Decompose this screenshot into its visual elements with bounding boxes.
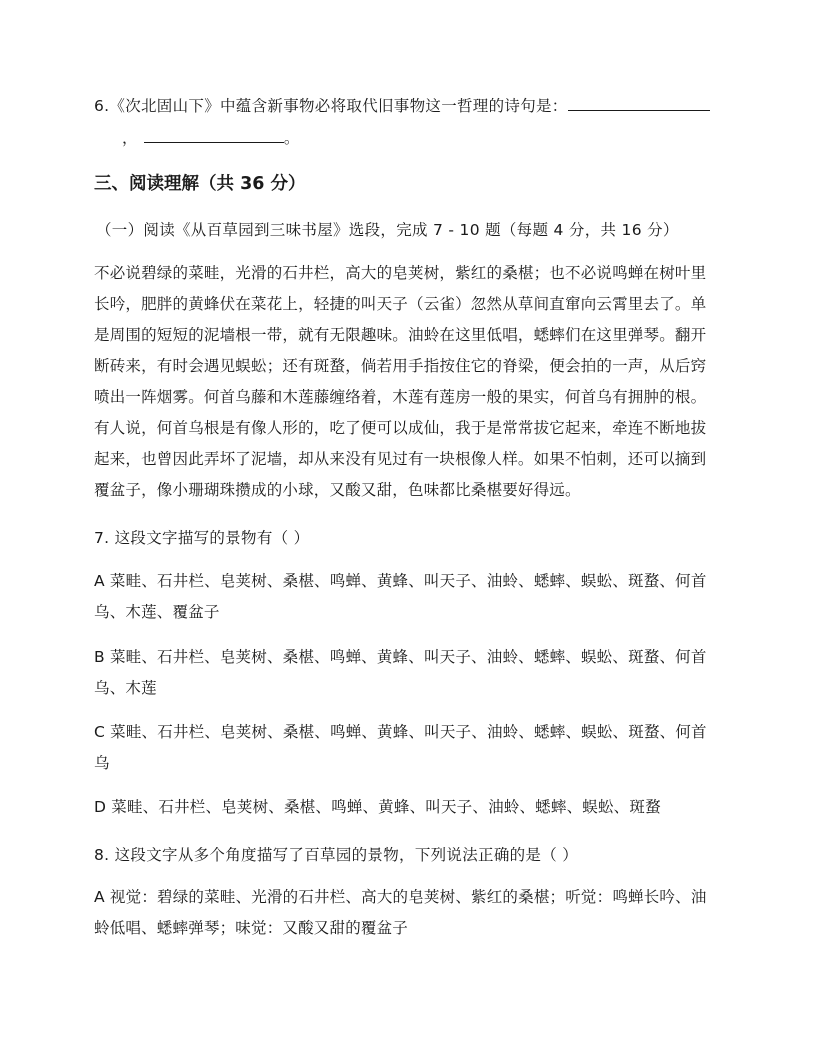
- option-a-line: 蛉低唱、蟋蟀弹琴；味觉：又酸又甜的覆盆子: [94, 919, 409, 937]
- question-7-option-d[interactable]: [94, 792, 722, 823]
- question-6: [94, 96, 710, 116]
- answer-blank-2[interactable]: [144, 128, 284, 143]
- question-6-text: 6.《次北固山下》中蕴含新事物必将取代旧事物这一哲理的诗句是：: [94, 97, 568, 115]
- passage-line: 不必说碧绿的菜畦，光滑的石井栏，高大的皂荚树，紫红的桑椹；也不必说鸣蝉在树叶里: [94, 264, 707, 282]
- option-d-line: D 菜畦、石井栏、皂荚树、桑椹、鸣蝉、黄蜂、叫天子、油蛉、蟋蟀、蜈蚣、斑蝥: [94, 798, 661, 816]
- question-8-option-a[interactable]: [94, 882, 722, 944]
- part-1-intro: （一）阅读《从百草园到三味书屋》选段，完成 7 - 10 题（每题 4 分，共 16 分）: [96, 221, 679, 239]
- passage-line: 断砖来，有时会遇见蜈蚣；还有斑蝥，倘若用手指按住它的脊梁，便会拍的一声，从后窍: [94, 357, 707, 375]
- section-3-heading: 三、阅读理解（共 36 分）: [94, 174, 306, 194]
- question-7-option-a[interactable]: [94, 566, 722, 628]
- question-6-comma: ，: [122, 129, 138, 147]
- option-a-line: A 视觉：碧绿的菜畦、光滑的石井栏、高大的皂荚树、紫红的桑椹；听觉：鸣蝉长吟、油: [94, 888, 707, 906]
- passage-line: 起来，也曾因此弄坏了泥墙，却从来没有见过有一块根像人样。如果不怕刺，还可以摘到: [94, 450, 707, 468]
- question-6-end: 。: [283, 129, 300, 147]
- question-6-continuation: [122, 128, 300, 148]
- question-8-stem: 8. 这段文字从多个角度描写了百草园的景物，下列说法正确的是（ ）: [94, 846, 579, 864]
- answer-blank-1[interactable]: [568, 96, 710, 111]
- question-7-option-c[interactable]: [94, 717, 722, 779]
- option-c-line: 乌: [94, 754, 110, 772]
- passage-line: 有人说，何首乌根是有像人形的，吃了便可以成仙，我于是常常拔它起来，牵连不断地拔: [94, 419, 707, 437]
- passage-line: 覆盆子，像小珊瑚珠攒成的小球，又酸又甜，色味都比桑椹要好得远。: [94, 481, 581, 499]
- option-b-line: 乌、木莲: [94, 679, 157, 697]
- question-7-option-b[interactable]: [94, 642, 722, 704]
- question-7-stem: 7. 这段文字描写的景物有（ ）: [94, 529, 310, 547]
- option-a-line: A 菜畦、石井栏、皂荚树、桑椹、鸣蝉、黄蜂、叫天子、油蛉、蟋蟀、蜈蚣、斑蝥、何首: [94, 572, 707, 590]
- reading-passage: [94, 258, 722, 506]
- option-b-line: B 菜畦、石井栏、皂荚树、桑椹、鸣蝉、黄蜂、叫天子、油蛉、蟋蟀、蜈蚣、斑蝥、何首: [94, 648, 707, 666]
- passage-line: 长吟，肥胖的黄蜂伏在菜花上，轻捷的叫天子（云雀）忽然从草间直窜向云霄里去了。单: [94, 295, 707, 313]
- passage-line: 喷出一阵烟雾。何首乌藤和木莲藤缠络着，木莲有莲房一般的果实，何首乌有拥肿的根。: [94, 388, 707, 406]
- option-c-line: C 菜畦、石井栏、皂荚树、桑椹、鸣蝉、黄蜂、叫天子、油蛉、蟋蟀、蜈蚣、斑蝥、何首: [94, 723, 707, 741]
- passage-line: 是周围的短短的泥墙根一带，就有无限趣味。油蛉在这里低唱，蟋蟀们在这里弹琴。翻开: [94, 326, 707, 344]
- option-a-line: 乌、木莲、覆盆子: [94, 603, 220, 621]
